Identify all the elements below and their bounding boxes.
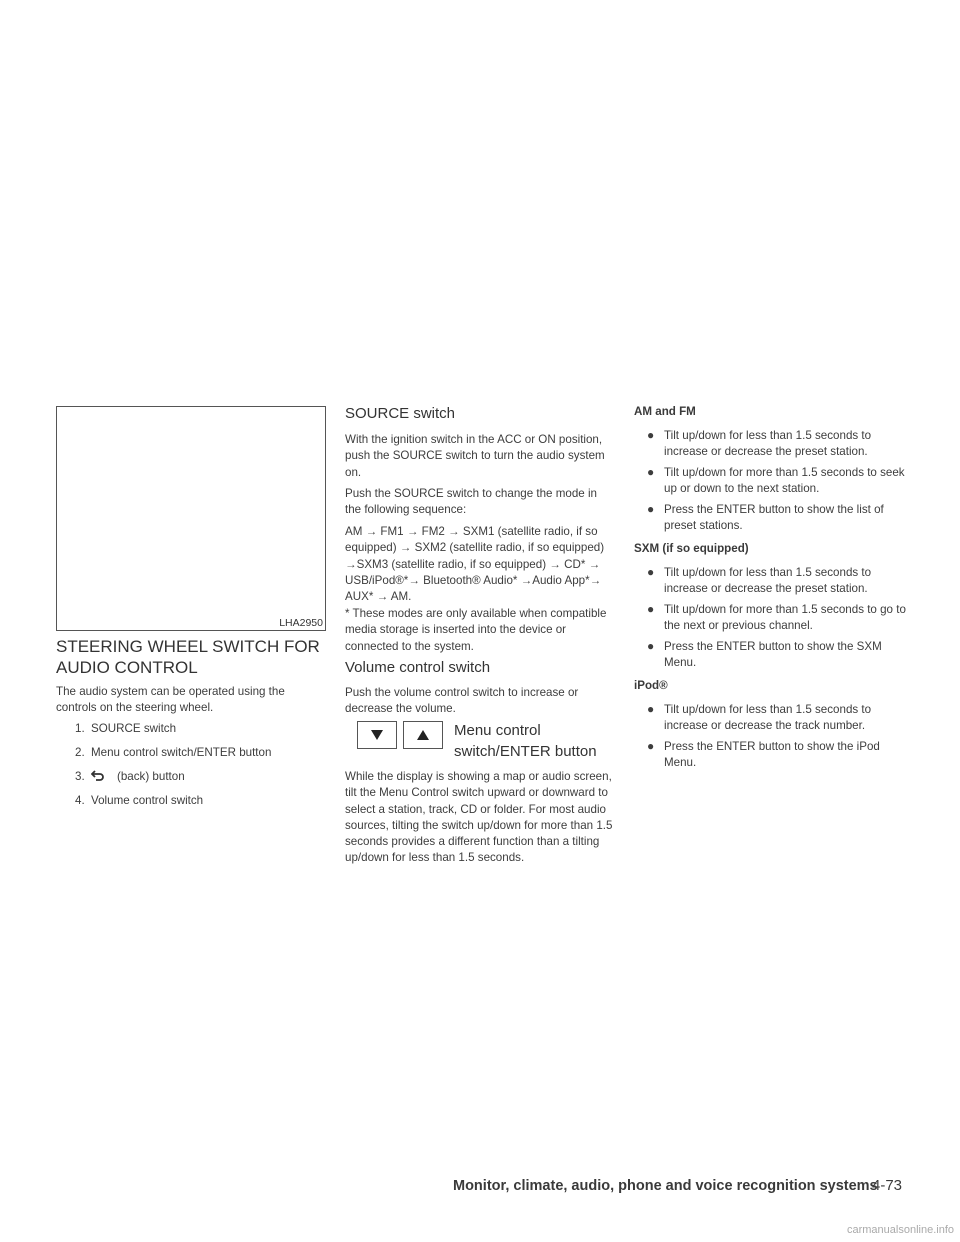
list-item bbox=[75, 721, 176, 737]
menu-control-title-line2: switch/ENTER button bbox=[454, 743, 597, 760]
page-number: 4-73 bbox=[872, 1177, 903, 1194]
menu-control-paragraph: While the display is showing a map or audio screen, tilt the Menu Control switch upward or downward to select a station, track, CD or folder. For most audio sources, tilting the switch up/down for more than 1.5 seconds provides a different function than a tilting up/down for less than 1.5 seconds. bbox=[345, 770, 613, 865]
list-text: SOURCE switch bbox=[91, 722, 177, 735]
list-item bbox=[75, 769, 185, 787]
ipod-heading: iPod® bbox=[634, 679, 668, 692]
source-footnote: * These modes are only available when compatible media storage is inserted into the device or connected to the system. bbox=[345, 607, 607, 653]
list-text: (back) button bbox=[117, 770, 185, 783]
list-item: ● Tilt up/down for more than 1.5 seconds to seek up or down to the next station. bbox=[647, 465, 905, 495]
list-item: ● Press the ENTER button to show the iPod Menu. bbox=[647, 739, 880, 769]
list-item: ● Tilt up/down for less than 1.5 seconds to increase or decrease the preset station. bbox=[647, 565, 872, 595]
list-num: 2. bbox=[75, 746, 85, 759]
list-item: ● Tilt up/down for less than 1.5 seconds to increase or decrease the preset station. bbox=[647, 428, 872, 458]
source-sequence: AM → FM1 → FM2 → SXM1 (satellite radio, if so equipped) → SXM2 (satellite radio, if so equipped) →SXM3 (satellite radio, if so equipped) → CD* → USB/iPod®*→ Bluetooth® Audio* →Audio App*→ AUX* → AM. bbox=[345, 525, 605, 604]
list-item: ● Tilt up/down for more than 1.5 seconds to go to the next or previous channel. bbox=[647, 602, 906, 632]
list-item bbox=[75, 745, 271, 761]
source-paragraph-2: Push the SOURCE switch to change the mode in the following sequence: bbox=[345, 487, 597, 517]
list-item: ● Tilt up/down for less than 1.5 seconds to increase or decrease the track number. bbox=[647, 702, 872, 732]
list-item bbox=[75, 793, 203, 809]
list-num: 3. bbox=[75, 770, 85, 783]
list-num: 4. bbox=[75, 794, 85, 807]
figure-label: LHA2950 bbox=[279, 617, 323, 629]
menu-control-title-line1: Menu control bbox=[454, 722, 541, 739]
down-arrow-icon bbox=[357, 721, 397, 749]
list-item: ● Press the ENTER button to show the list of preset stations. bbox=[647, 502, 884, 532]
back-icon bbox=[91, 770, 111, 787]
am-fm-heading: AM and FM bbox=[634, 405, 696, 418]
section-title-line2: AUDIO CONTROL bbox=[56, 658, 198, 677]
section-title-line1: STEERING WHEEL SWITCH FOR bbox=[56, 637, 320, 656]
list-item: ● Press the ENTER button to show the SXM Menu. bbox=[647, 639, 882, 669]
sxm-heading: SXM (if so equipped) bbox=[634, 542, 749, 555]
volume-switch-title: Volume control switch bbox=[345, 659, 491, 676]
intro-text: The audio system can be operated using the controls on the steering wheel. bbox=[56, 685, 285, 715]
up-arrow-icon bbox=[403, 721, 443, 749]
list-text: Volume control switch bbox=[91, 794, 204, 807]
list-num: 1. bbox=[75, 722, 85, 735]
source-switch-title: SOURCE switch bbox=[345, 405, 456, 422]
footer-section-title: Monitor, climate, audio, phone and voice recognition systems bbox=[453, 1178, 878, 1194]
steering-wheel-figure bbox=[56, 406, 326, 631]
list-text: Menu control switch/ENTER button bbox=[91, 746, 272, 759]
source-paragraph-1: With the ignition switch in the ACC or ON position, push the SOURCE switch to turn the audio system on. bbox=[345, 433, 605, 479]
volume-paragraph: Push the volume control switch to increase or decrease the volume. bbox=[345, 686, 579, 716]
watermark: carmanualsonline.info bbox=[846, 1224, 954, 1236]
